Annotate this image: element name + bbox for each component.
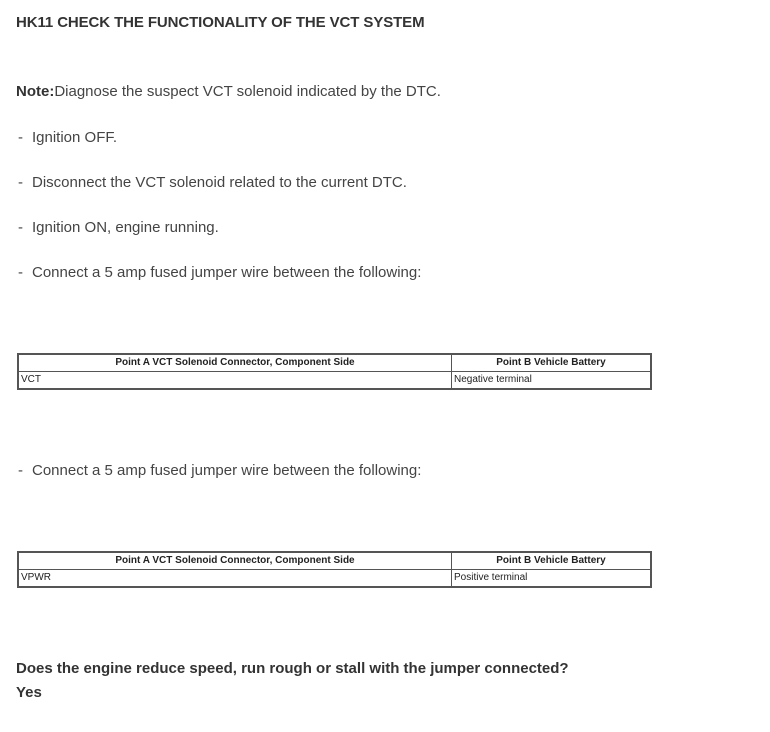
table-row <box>18 372 651 390</box>
jumper-table-1 <box>17 353 652 390</box>
table-cell-point-a: VCT <box>18 372 452 390</box>
jumper-table-2 <box>17 551 652 588</box>
table-row <box>18 570 651 588</box>
step-dash: - <box>18 219 23 236</box>
step-disconnect-solenoid <box>18 174 407 191</box>
step-dash: - <box>18 129 23 146</box>
step-dash: - <box>18 462 23 479</box>
step-text: Ignition ON, engine running. <box>32 219 219 236</box>
table-header-point-a: Point A VCT Solenoid Connector, Component Side <box>18 552 452 570</box>
note <box>16 83 441 100</box>
page-title: HK11 CHECK THE FUNCTIONALITY OF THE VCT SYSTEM <box>16 14 425 31</box>
table-header-row <box>18 552 651 570</box>
note-text: Diagnose the suspect VCT solenoid indicated by the DTC. <box>54 83 441 100</box>
step-ignition-on <box>18 219 219 236</box>
table-header-point-b: Point B Vehicle Battery <box>452 354 652 372</box>
step-dash: - <box>18 174 23 191</box>
table-cell-point-b: Positive terminal <box>452 570 652 588</box>
table-header-row <box>18 354 651 372</box>
table-cell-point-b: Negative terminal <box>452 372 652 390</box>
step-text: Disconnect the VCT solenoid related to the current DTC. <box>32 174 407 191</box>
step-text: Connect a 5 amp fused jumper wire between the following: <box>32 462 422 479</box>
answer: Yes <box>16 684 42 701</box>
step-connect-jumper-1 <box>18 264 421 281</box>
table-header-point-a: Point A VCT Solenoid Connector, Component Side <box>18 354 452 372</box>
step-ignition-off <box>18 129 117 146</box>
table-cell-point-a: VPWR <box>18 570 452 588</box>
table-header-point-b: Point B Vehicle Battery <box>452 552 652 570</box>
step-connect-jumper-2 <box>18 462 421 479</box>
question: Does the engine reduce speed, run rough or stall with the jumper connected? <box>16 660 569 677</box>
step-text: Ignition OFF. <box>32 129 118 146</box>
step-dash: - <box>18 264 23 281</box>
step-text: Connect a 5 amp fused jumper wire between the following: <box>32 264 422 281</box>
note-label: Note: <box>16 83 55 100</box>
